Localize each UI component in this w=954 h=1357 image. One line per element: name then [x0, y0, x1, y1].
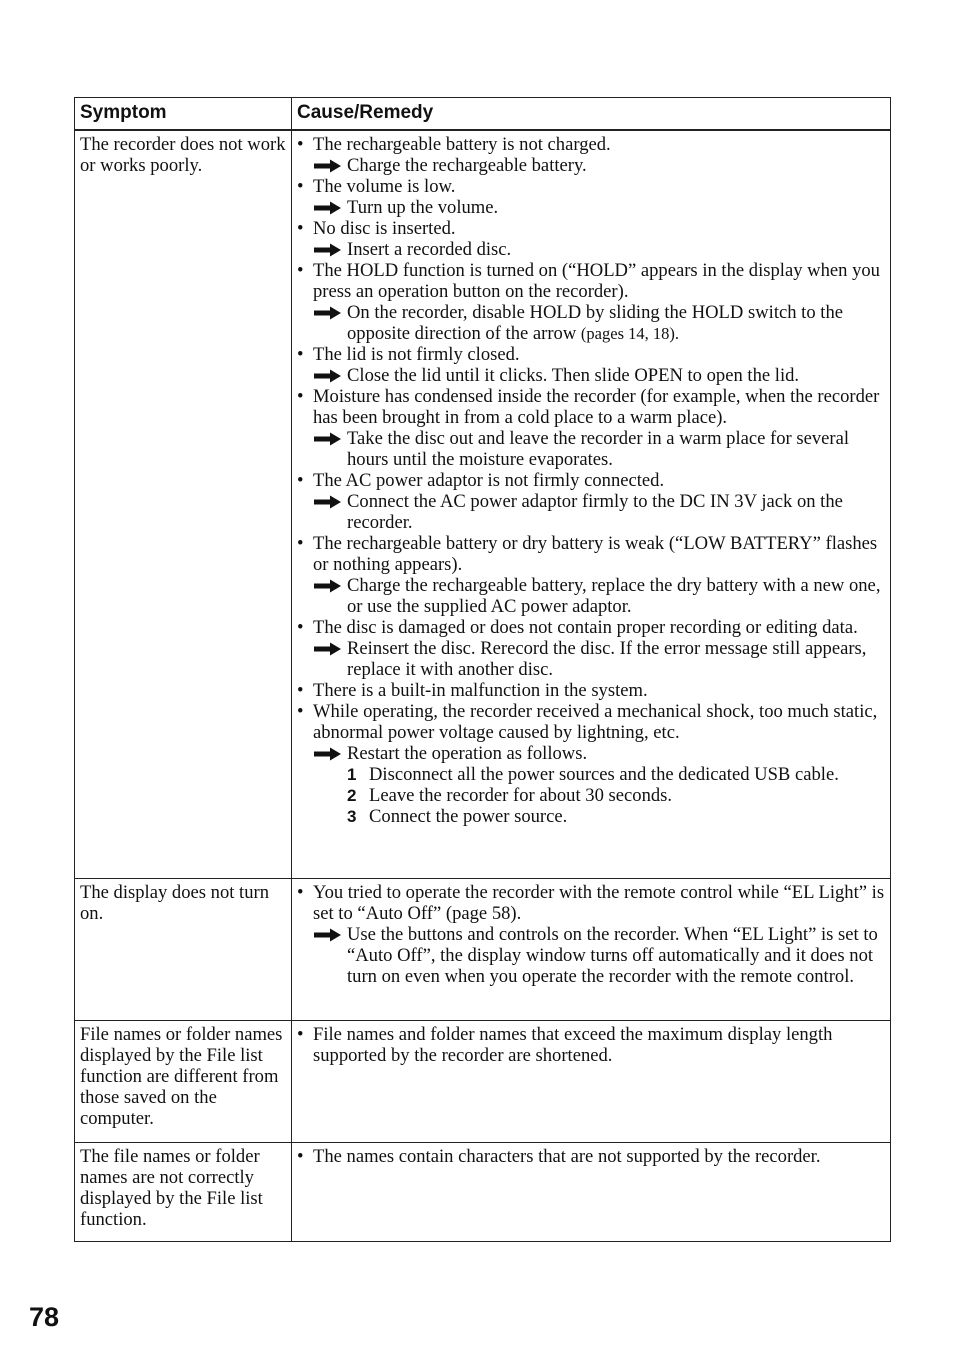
remedy-text — [347, 239, 885, 260]
cause-item — [297, 218, 885, 239]
step-text: Leave the recorder for about 30 seconds. — [369, 785, 673, 806]
table-row — [75, 1142, 891, 1241]
cause-item — [297, 680, 885, 701]
remedy-arrow — [313, 638, 347, 680]
remedy-main-text: Connect the AC power adaptor firmly to the DC IN 3V jack on the recorder. — [347, 491, 843, 533]
remedy-text — [347, 197, 885, 218]
remedy-item — [313, 428, 885, 470]
remedy-arrow — [313, 365, 347, 386]
remedy-item — [313, 575, 885, 617]
remedy-arrow — [313, 302, 347, 344]
cause-text: The rechargeable battery or dry battery is weak (“LOW BATTERY” flashes or nothing appears). — [313, 533, 878, 575]
cause-text: The HOLD function is turned on (“HOLD” appears in the display when you press an operation button on the recorder). — [313, 260, 880, 302]
step-number: 2 — [347, 786, 357, 805]
page-reference: (pages 14, 18). — [580, 324, 679, 343]
step-item — [347, 764, 885, 785]
cause-text: Moisture has condensed inside the recorder (for example, when the recorder has been brought in from a cold place to a warm place). — [313, 386, 880, 428]
remedy-item — [313, 491, 885, 533]
table-row — [75, 130, 891, 878]
cause-text: The volume is low. — [313, 176, 456, 197]
cause-text: While operating, the recorder received a mechanical shock, too much static, abnormal power voltage caused by lightning, etc. — [313, 701, 878, 743]
arrow-right-icon — [313, 579, 342, 593]
bullet-icon: • — [297, 1023, 304, 1045]
remedy-arrow — [313, 428, 347, 470]
step-text: Disconnect all the power sources and the dedicated USB cable. — [369, 764, 839, 785]
bullet-icon: • — [297, 881, 304, 903]
cause-item — [297, 1146, 885, 1167]
arrow-right-icon — [313, 159, 342, 173]
remedy-main-text: Turn up the volume. — [347, 197, 499, 218]
cause-text: File names and folder names that exceed the maximum display length supported by the recorder are shortened. — [313, 1023, 833, 1066]
remedy-arrow — [313, 197, 347, 218]
arrow-right-icon — [313, 432, 342, 446]
remedy-text — [347, 428, 885, 470]
table-header-row — [75, 98, 891, 131]
symptom-column-header: Symptom — [75, 98, 292, 131]
symptom-cell: The display does not turn on. — [75, 878, 292, 1020]
bullet-icon: • — [297, 680, 304, 701]
bullet-icon: • — [297, 386, 304, 407]
cause-item — [297, 701, 885, 743]
remedy-arrow — [313, 924, 347, 987]
cause-remedy-cell — [292, 878, 891, 1020]
troubleshooting-table-container — [74, 97, 890, 1242]
remedy-arrow — [313, 155, 347, 176]
table-row — [75, 1020, 891, 1142]
arrow-right-icon — [313, 243, 342, 257]
step-number: 3 — [347, 807, 357, 826]
cause-item — [297, 1024, 885, 1066]
bullet-icon: • — [297, 1145, 304, 1167]
bullet-icon: • — [297, 617, 304, 638]
remedy-text — [347, 638, 885, 680]
remedy-main-text: Take the disc out and leave the recorder in a warm place for several hours until the moisture evaporates. — [347, 428, 850, 470]
remedy-text — [347, 575, 885, 617]
bullet-icon: • — [297, 134, 304, 155]
cause-text: The disc is damaged or does not contain proper recording or editing data. — [313, 617, 858, 638]
cause-item — [297, 260, 885, 302]
bullet-icon: • — [297, 470, 304, 491]
remedy-main-text: Charge the rechargeable battery, replace the dry battery with a new one, or use the supplied AC power adaptor. — [347, 575, 881, 617]
bullet-icon: • — [297, 176, 304, 197]
remedy-main-text: Charge the rechargeable battery. — [347, 155, 587, 176]
remedy-main-text: Restart the operation as follows. — [347, 743, 588, 764]
remedy-main-text: Reinsert the disc. Rerecord the disc. If the error message still appears, replace it with another disc. — [347, 638, 867, 680]
step-item — [347, 806, 885, 827]
cause-text: No disc is inserted. — [313, 218, 456, 239]
remedy-arrow — [313, 575, 347, 617]
cause-item — [297, 617, 885, 638]
cause-text: There is a built-in malfunction in the system. — [313, 680, 648, 701]
remedy-arrow — [313, 743, 347, 764]
arrow-right-icon — [313, 369, 342, 383]
table-body — [75, 130, 891, 1241]
remedy-item — [313, 924, 885, 987]
remedy-text — [347, 743, 885, 764]
cause-text: The names contain characters that are not supported by the recorder. — [313, 1145, 821, 1167]
page-number: 78 — [29, 1302, 60, 1332]
cause-remedy-cell — [292, 1020, 891, 1142]
remedy-text — [347, 491, 885, 533]
bullet-icon: • — [297, 533, 304, 554]
arrow-right-icon — [313, 495, 342, 509]
bullet-icon: • — [297, 344, 304, 365]
step-text: Connect the power source. — [369, 806, 568, 827]
remedy-arrow — [313, 491, 347, 533]
cause-text: The lid is not firmly closed. — [313, 344, 520, 365]
remedy-item — [313, 197, 885, 218]
remedy-text — [347, 924, 885, 987]
bullet-icon: • — [297, 218, 304, 239]
symptom-cell: The recorder does not work or works poorly. — [75, 130, 292, 878]
troubleshooting-table — [74, 97, 891, 1242]
cause-text: The AC power adaptor is not firmly connected. — [313, 470, 665, 491]
remedy-item — [313, 302, 885, 344]
bullet-icon: • — [297, 260, 304, 281]
arrow-right-icon — [313, 928, 342, 942]
cause-remedy-cell — [292, 130, 891, 878]
cause-item — [297, 134, 885, 155]
remedy-item — [313, 365, 885, 386]
bullet-icon: • — [297, 701, 304, 722]
remedy-item — [313, 743, 885, 764]
cause-item — [297, 386, 885, 428]
symptom-cell: File names or folder names displayed by the File list function are different from those saved on the computer. — [75, 1020, 292, 1142]
arrow-right-icon — [313, 642, 342, 656]
symptom-cell: The file names or folder names are not correctly displayed by the File list function. — [75, 1142, 292, 1241]
cause-text: The rechargeable battery is not charged. — [313, 134, 611, 155]
arrow-right-icon — [313, 201, 342, 215]
remedy-main-text: Use the buttons and controls on the recorder. When “EL Light” is set to “Auto Off”, the display window turns off automatically and it does not turn on even when you operate the recorder with the remote control. — [347, 923, 878, 987]
cause-item — [297, 176, 885, 197]
step-item — [347, 785, 885, 806]
remedy-main-text: Close the lid until it clicks. Then slide OPEN to open the lid. — [347, 365, 800, 386]
remedy-arrow — [313, 239, 347, 260]
cause-item — [297, 344, 885, 365]
remedy-text — [347, 155, 885, 176]
table-row — [75, 878, 891, 1020]
cause-remedy-cell — [292, 1142, 891, 1241]
cause-remedy-column-header: Cause/Remedy — [292, 98, 891, 131]
arrow-right-icon — [313, 306, 342, 320]
remedy-text — [347, 302, 885, 344]
remedy-main-text: Insert a recorded disc. — [347, 239, 512, 260]
cause-item — [297, 533, 885, 575]
remedy-main-text: On the recorder, disable HOLD by sliding the HOLD switch to the opposite direction of the arrow — [347, 302, 844, 344]
arrow-right-icon — [313, 747, 342, 761]
cause-item — [297, 882, 885, 924]
cause-text: You tried to operate the recorder with the remote control while “EL Light” is set to “Auto Off” (page 58). — [313, 881, 885, 924]
remedy-item — [313, 155, 885, 176]
cause-item — [297, 470, 885, 491]
remedy-text — [347, 365, 885, 386]
step-number: 1 — [347, 765, 357, 784]
remedy-item — [313, 638, 885, 680]
remedy-item — [313, 239, 885, 260]
